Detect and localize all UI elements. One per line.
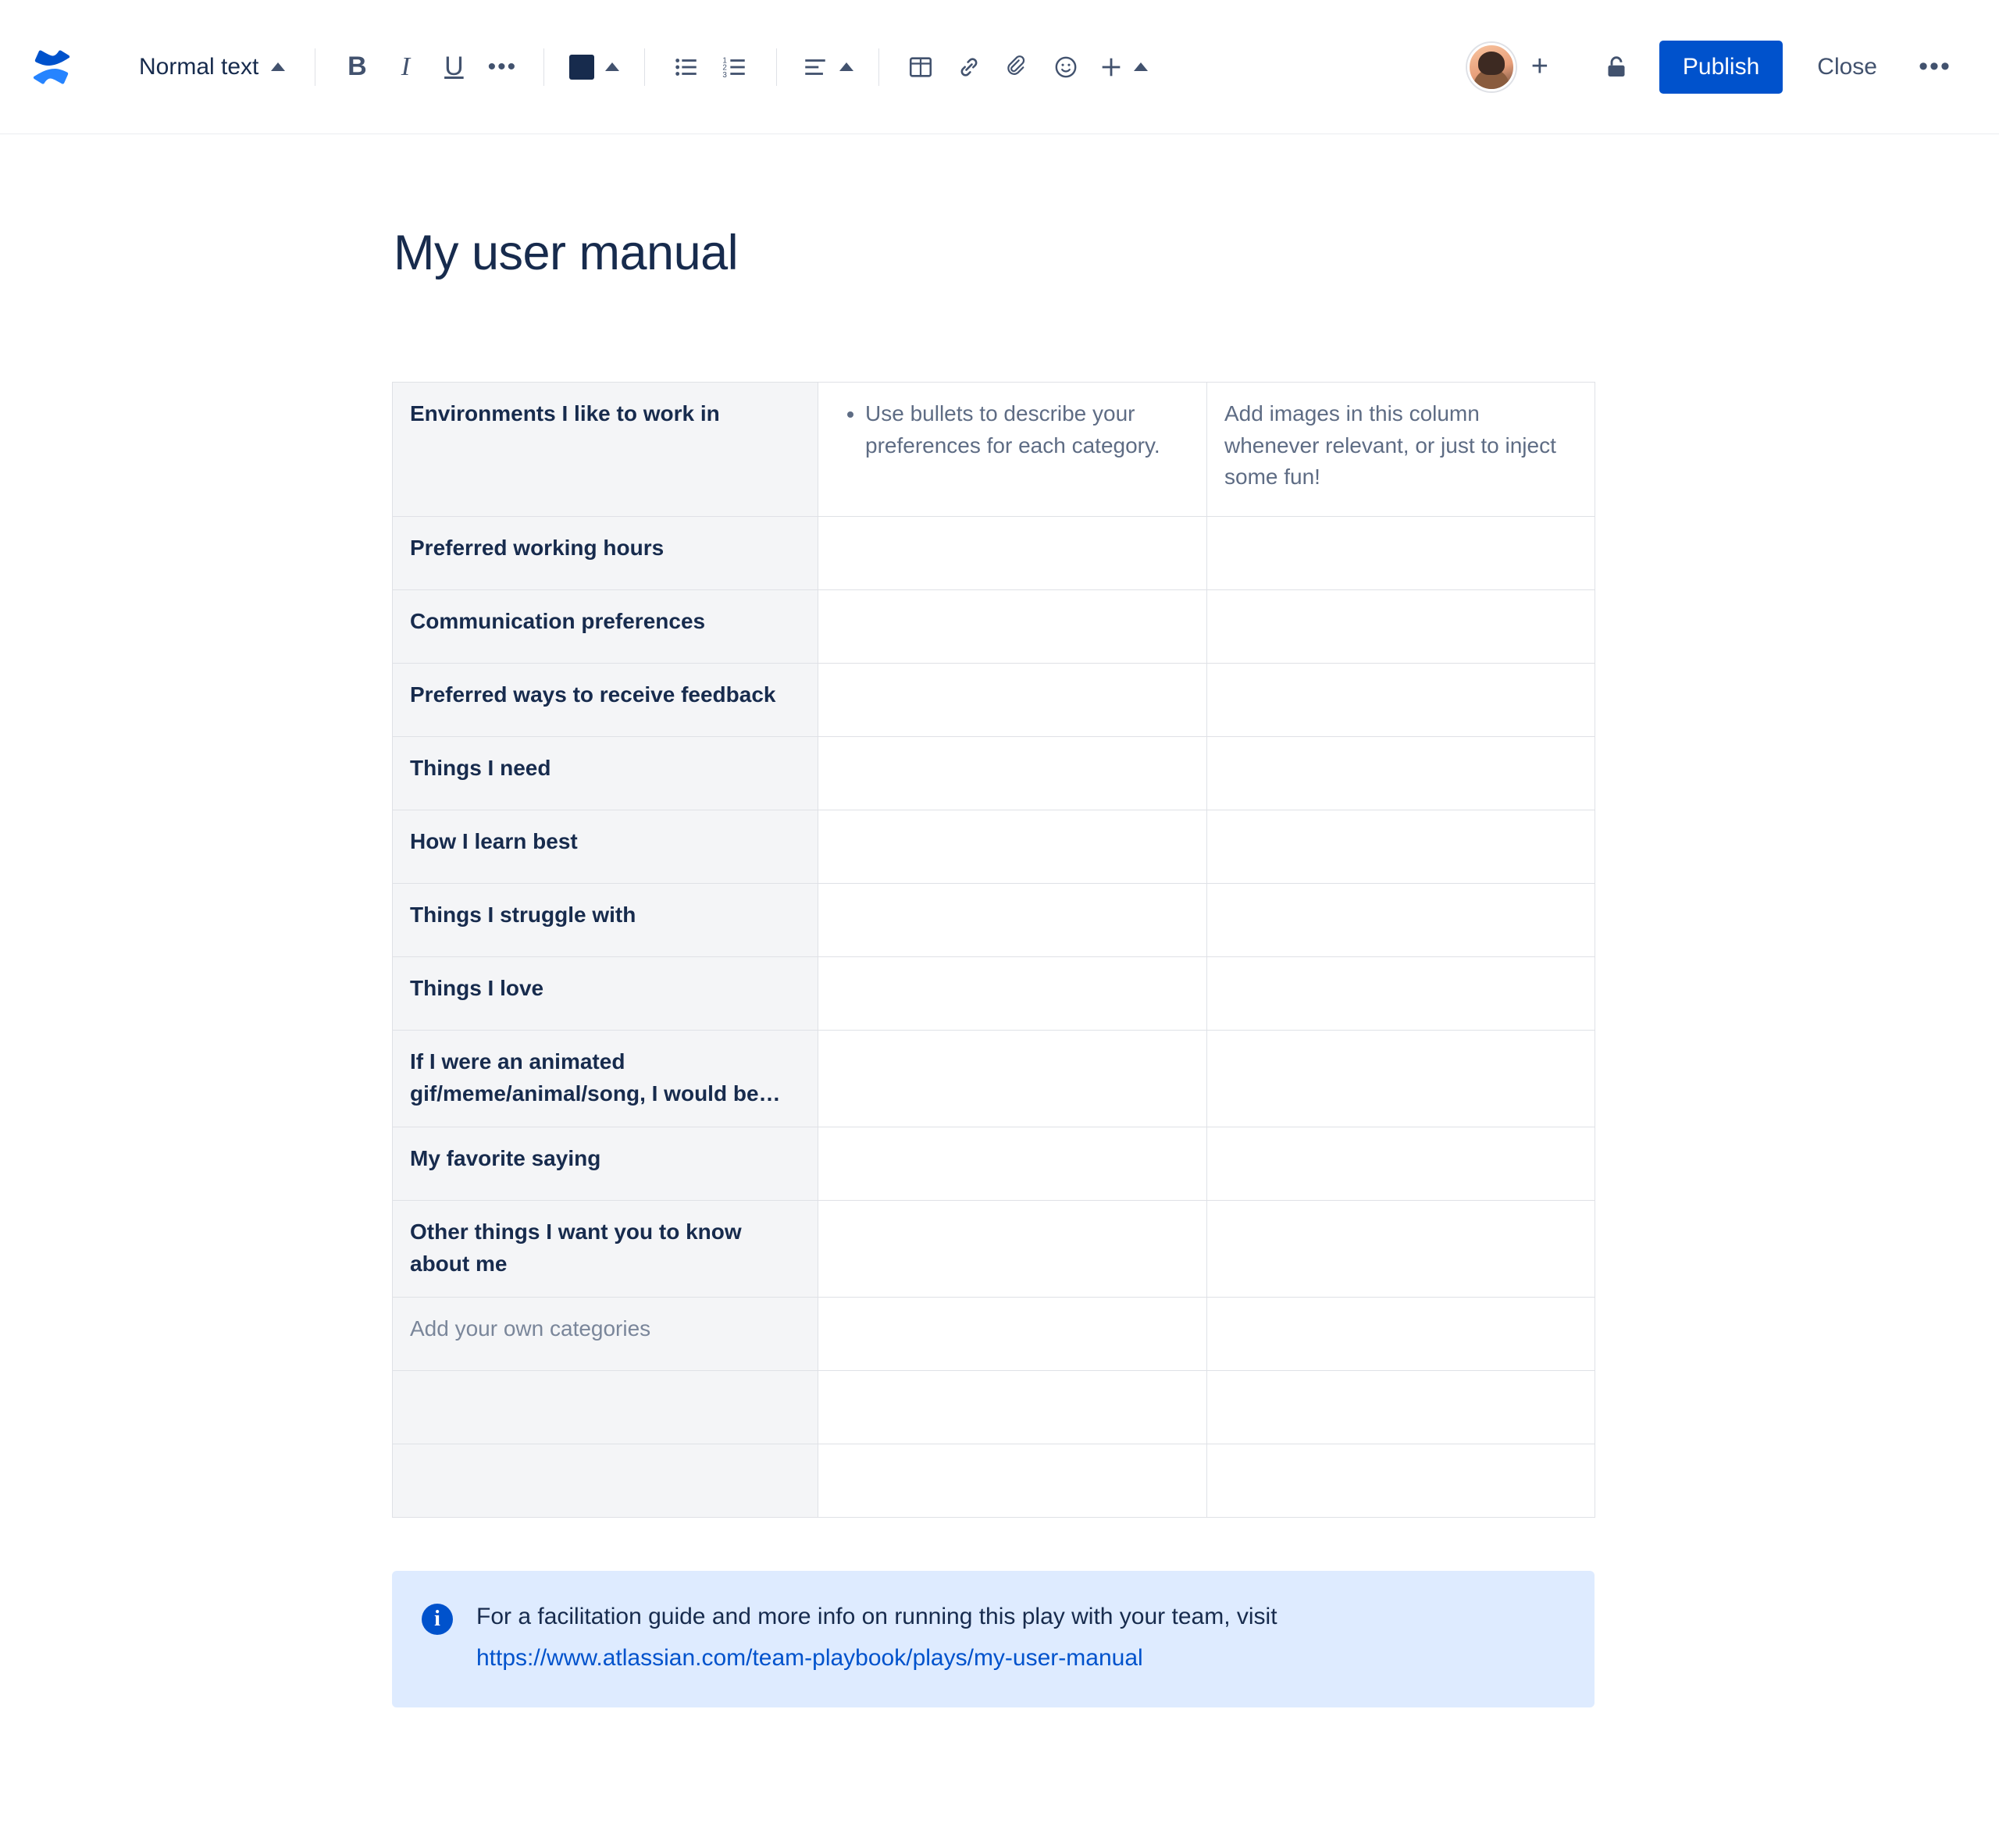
svg-text:1: 1 [722, 55, 728, 65]
confluence-logo-icon [25, 41, 78, 94]
table-cell-description[interactable] [818, 1127, 1207, 1201]
svg-text:3: 3 [722, 70, 728, 80]
table-cell-description[interactable] [818, 810, 1207, 884]
table-row [393, 664, 1595, 737]
table-cell-image-hint[interactable] [1207, 1371, 1595, 1444]
paperclip-icon [1004, 54, 1031, 80]
table-cell-image-hint[interactable] [1207, 1444, 1595, 1518]
chevron-up-icon [605, 62, 619, 71]
emoji-icon [1053, 54, 1079, 80]
toolbar-divider [543, 48, 544, 86]
table-row [393, 1298, 1595, 1371]
close-button[interactable]: Close [1794, 41, 1901, 94]
table-cell-description[interactable] [818, 517, 1207, 590]
table-cell-description[interactable] [818, 1371, 1207, 1444]
table-cell-image-hint[interactable] [1207, 1031, 1595, 1127]
table-cell-label[interactable]: Things I struggle with [393, 884, 818, 957]
info-icon: i [422, 1604, 453, 1635]
table-cell-description[interactable] [818, 737, 1207, 810]
table-cell-label[interactable]: Preferred ways to receive feedback [393, 664, 818, 737]
table-cell-label[interactable]: My favorite saying [393, 1127, 818, 1201]
link-icon [956, 54, 982, 80]
table-row [393, 884, 1595, 957]
more-formatting-button[interactable] [478, 43, 526, 91]
toolbar-divider [644, 48, 645, 86]
info-panel [392, 1571, 1595, 1707]
table-cell-label[interactable]: Environments I like to work in [393, 383, 818, 517]
table-cell-image-hint[interactable] [1207, 810, 1595, 884]
table-cell-image-hint[interactable] [1207, 1201, 1595, 1298]
avatar[interactable] [1467, 43, 1516, 91]
bottom-spacer [390, 1707, 1609, 1848]
table-cell-label-placeholder[interactable]: Add your own categories [393, 1298, 818, 1371]
italic-button[interactable] [381, 43, 429, 91]
insert-emoji-button[interactable] [1042, 43, 1090, 91]
list-group [662, 43, 759, 91]
table-cell-description[interactable] [818, 1031, 1207, 1127]
insert-link-button[interactable] [945, 43, 993, 91]
text-style-select[interactable] [126, 43, 298, 91]
document-body [390, 134, 1609, 1848]
table-row [393, 1031, 1595, 1127]
chevron-up-icon [1134, 62, 1148, 71]
insert-group [896, 43, 1156, 91]
table-cell-label[interactable]: How I learn best [393, 810, 818, 884]
table-cell-description[interactable] [818, 1444, 1207, 1518]
bullet-list-button[interactable] [662, 43, 711, 91]
toolbar-right-group [1467, 41, 1969, 94]
color-swatch-icon [569, 55, 594, 80]
list-item: • Use bullets to describe your preferences for each category. [865, 398, 1189, 461]
bold-button[interactable] [333, 43, 381, 91]
table-cell-image-hint[interactable] [1207, 590, 1595, 664]
svg-text:2: 2 [722, 63, 728, 73]
insert-more-button[interactable] [1090, 43, 1156, 91]
more-actions-button[interactable]: ••• [1908, 41, 1962, 94]
editor-canvas [0, 134, 1999, 1848]
text-style-group [126, 43, 298, 91]
numbered-list-icon [722, 54, 748, 80]
table-cell-description[interactable] [818, 383, 1207, 517]
table-row [393, 1371, 1595, 1444]
bullet-list-icon [673, 54, 700, 80]
playbook-link[interactable]: https://www.atlassian.com/team-playbook/plays/my-user-manual [476, 1644, 1143, 1671]
table-cell-image-hint[interactable]: Add images in this column whenever relevant, or just to inject some fun! [1207, 383, 1595, 517]
table-icon [907, 54, 934, 80]
insert-table-button[interactable] [896, 43, 945, 91]
italic-icon: I [401, 52, 411, 81]
text-style-label: Normal text [139, 53, 259, 80]
table-body [393, 383, 1595, 1518]
table-cell-description[interactable] [818, 957, 1207, 1031]
table-cell-description[interactable] [818, 664, 1207, 737]
text-align-left-icon [802, 54, 828, 80]
table-cell-label[interactable]: If I were an animated gif/meme/animal/song, I would be… [393, 1031, 818, 1127]
table-cell-label[interactable]: Things I love [393, 957, 818, 1031]
table-cell-description[interactable] [818, 1298, 1207, 1371]
numbered-list-button[interactable] [711, 43, 759, 91]
chevron-up-icon [839, 62, 853, 71]
table-row [393, 737, 1595, 810]
table-row [393, 1444, 1595, 1518]
plus-icon [1098, 54, 1124, 80]
table-row [393, 1127, 1595, 1201]
table-row [393, 383, 1595, 517]
table-row [393, 957, 1595, 1031]
table-cell-description[interactable] [818, 1201, 1207, 1298]
add-people-button[interactable] [1516, 43, 1564, 91]
underline-button[interactable] [429, 43, 478, 91]
table-cell-label[interactable] [393, 1371, 818, 1444]
table-cell-image-hint[interactable] [1207, 737, 1595, 810]
underline-icon: U [444, 52, 464, 81]
inline-format-group [333, 43, 526, 91]
chevron-up-icon [271, 62, 285, 71]
table-row [393, 517, 1595, 590]
table-cell-image-hint[interactable] [1207, 517, 1595, 590]
table-cell-label[interactable]: Communication preferences [393, 590, 818, 664]
toolbar-divider [878, 48, 879, 86]
table-row [393, 590, 1595, 664]
publish-button[interactable]: Publish [1659, 41, 1783, 94]
table-cell-image-hint[interactable] [1207, 884, 1595, 957]
text-align-button[interactable] [794, 43, 861, 91]
table-row [393, 810, 1595, 884]
table-row [393, 1201, 1595, 1298]
alignment-group [794, 43, 861, 91]
text-color-group [561, 43, 627, 91]
info-panel-message: For a facilitation guide and more info on running this play with your team, visit [476, 1604, 1277, 1630]
table-cell-label[interactable] [393, 1444, 818, 1518]
table-cell-image-hint[interactable] [1207, 664, 1595, 737]
page-restrictions-button[interactable] [1591, 41, 1642, 93]
table-cell-image-hint[interactable] [1207, 1298, 1595, 1371]
user-manual-table [392, 382, 1595, 1518]
table-cell-label[interactable]: Other things I want you to know about me [393, 1201, 818, 1298]
table-cell-description[interactable] [818, 590, 1207, 664]
editor-toolbar [0, 0, 1999, 134]
bullet-list [836, 398, 1189, 461]
plus-icon: + [1530, 50, 1548, 83]
lock-icon [1602, 53, 1630, 81]
table-cell-label[interactable]: Preferred working hours [393, 517, 818, 590]
ellipsis-icon: ••• [487, 53, 518, 80]
info-panel-text [476, 1599, 1277, 1676]
toolbar-divider [776, 48, 777, 86]
page-title[interactable]: My user manual [394, 226, 739, 280]
table-cell-label[interactable]: Things I need [393, 737, 818, 810]
table-cell-description[interactable] [818, 884, 1207, 957]
text-color-button[interactable] [561, 43, 627, 91]
bold-icon: B [347, 52, 367, 81]
insert-attachment-button[interactable] [993, 43, 1042, 91]
table-cell-image-hint[interactable] [1207, 957, 1595, 1031]
table-cell-image-hint[interactable] [1207, 1127, 1595, 1201]
